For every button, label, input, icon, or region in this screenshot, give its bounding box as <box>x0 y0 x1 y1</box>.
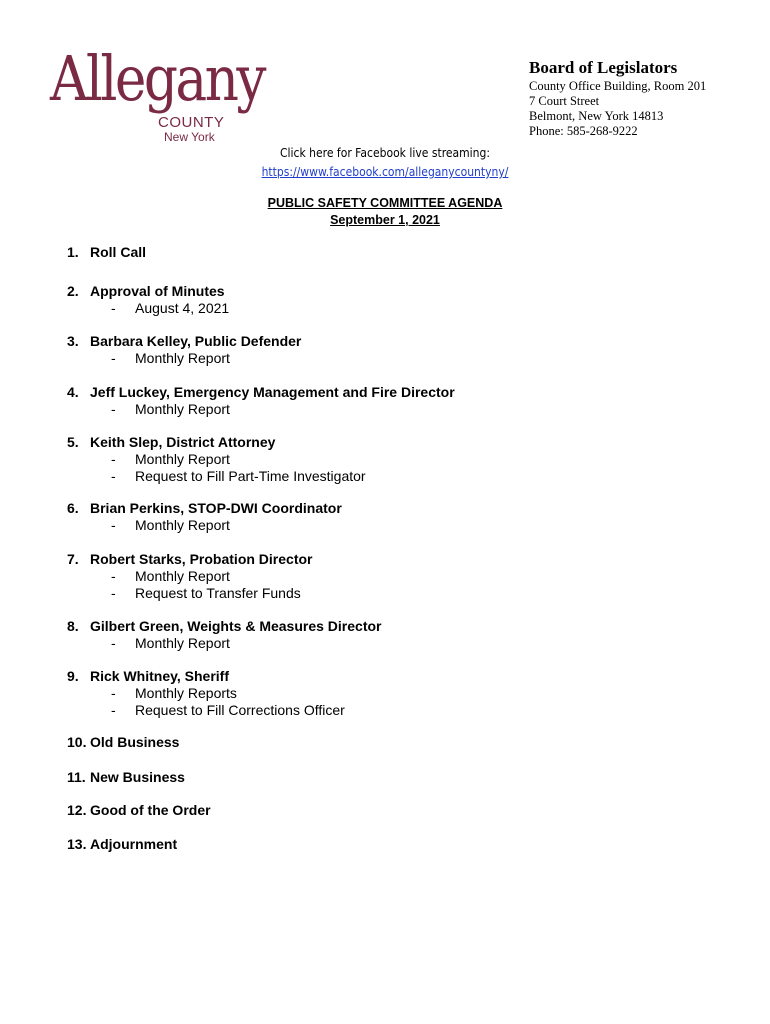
sub-item: - Request to Fill Corrections Officer <box>111 701 345 718</box>
logo-state-label: New York <box>164 130 215 144</box>
agenda-item <box>67 283 229 317</box>
sub-item: - August 4, 2021 <box>111 300 230 316</box>
item-number: 8. <box>67 618 79 634</box>
item-title: Jeff Luckey, Emergency Management and Fire Director <box>90 384 455 400</box>
sub-item-text: Monthly Report <box>135 350 230 366</box>
item-number: 1. <box>67 244 79 260</box>
item-number: 6. <box>67 500 79 516</box>
logo-county-label: COUNTY <box>158 114 225 131</box>
sub-item-text: Monthly Report <box>135 517 230 533</box>
item-title: Brian Perkins, STOP-DWI Coordinator <box>90 500 342 516</box>
logo-wordmark: Allegany <box>50 42 264 115</box>
item-title: Adjournment <box>90 836 178 852</box>
agenda-date: September 1, 2021 <box>330 213 440 227</box>
item-title: Barbara Kelley, Public Defender <box>90 333 302 349</box>
item-number: 9. <box>67 668 79 684</box>
sub-item-text: Request to Transfer Funds <box>135 584 301 601</box>
agenda-item <box>67 551 313 601</box>
item-number: 2. <box>67 283 79 299</box>
item-title: New Business <box>90 769 185 785</box>
address-line-street: 7 Court Street <box>529 94 600 108</box>
sub-item: - Monthly Report <box>111 635 230 651</box>
address-line-city: Belmont, New York 14813 <box>529 109 664 123</box>
agenda-item <box>67 734 179 751</box>
sub-item: - Monthly Reports <box>111 685 237 701</box>
sub-item-text: Request to Fill Corrections Officer <box>135 701 345 718</box>
item-number: 7. <box>67 551 79 567</box>
livestream-prompt: Click here for Facebook live streaming: <box>279 146 491 160</box>
agenda-item <box>67 500 342 534</box>
item-number: 5. <box>67 434 79 450</box>
agenda-item <box>67 618 382 652</box>
item-title: Old Business <box>90 734 180 750</box>
agenda-item <box>67 333 301 367</box>
sub-item-text: Monthly Report <box>135 568 230 584</box>
item-number: 10. <box>67 734 87 750</box>
sub-item-text: Monthly Report <box>135 401 230 417</box>
item-title: Gilbert Green, Weights & Measures Director <box>90 618 382 634</box>
sub-item: - Monthly Report <box>111 401 230 417</box>
agenda-item <box>67 836 177 853</box>
address-line-phone: Phone: 585-268-9222 <box>529 124 638 138</box>
sub-item: - Monthly Report <box>111 517 230 533</box>
sub-item: - Monthly Report <box>111 451 230 467</box>
item-number: 11. <box>67 769 86 785</box>
sub-item-text: Monthly Reports <box>135 685 237 701</box>
item-number: 4. <box>67 384 79 400</box>
item-title: Keith Slep, District Attorney <box>90 434 276 450</box>
item-number: 12. <box>67 802 87 818</box>
agenda-item <box>67 434 366 484</box>
sub-item-text: Monthly Report <box>135 635 230 651</box>
agenda-title: PUBLIC SAFETY COMMITTEE AGENDA <box>267 196 503 210</box>
agenda-item <box>67 244 146 261</box>
agenda-item <box>67 802 211 819</box>
item-title: Good of the Order <box>90 802 211 818</box>
item-title: Rick Whitney, Sheriff <box>90 668 229 684</box>
item-number: 3. <box>67 333 79 349</box>
item-title: Approval of Minutes <box>90 283 225 299</box>
sub-item: - Request to Transfer Funds <box>111 584 301 601</box>
item-title: Robert Starks, Probation Director <box>90 551 313 567</box>
item-number: 13. <box>67 836 87 852</box>
county-logo <box>50 42 264 146</box>
facebook-livestream-link[interactable]: https://www.facebook.com/alleganycountyny/ <box>261 165 509 179</box>
sub-item: - Request to Fill Part-Time Investigator <box>111 467 366 484</box>
address-line-office: County Office Building, Room 201 <box>529 79 707 93</box>
agenda-item <box>67 384 455 418</box>
agenda-item <box>67 769 185 786</box>
sub-item: - Monthly Report <box>111 350 230 366</box>
sub-item: - Monthly Report <box>111 568 230 584</box>
sub-item-text: Monthly Report <box>135 451 230 467</box>
item-title: Roll Call <box>90 244 147 260</box>
livestream-notice <box>39 144 732 182</box>
board-contact-block <box>529 58 706 139</box>
agenda-item <box>67 668 345 718</box>
sub-item-text: Request to Fill Part-Time Investigator <box>135 467 366 484</box>
sub-item-text: August 4, 2021 <box>135 300 230 316</box>
board-title: Board of Legislators <box>529 58 678 77</box>
agenda-heading <box>0 195 770 229</box>
